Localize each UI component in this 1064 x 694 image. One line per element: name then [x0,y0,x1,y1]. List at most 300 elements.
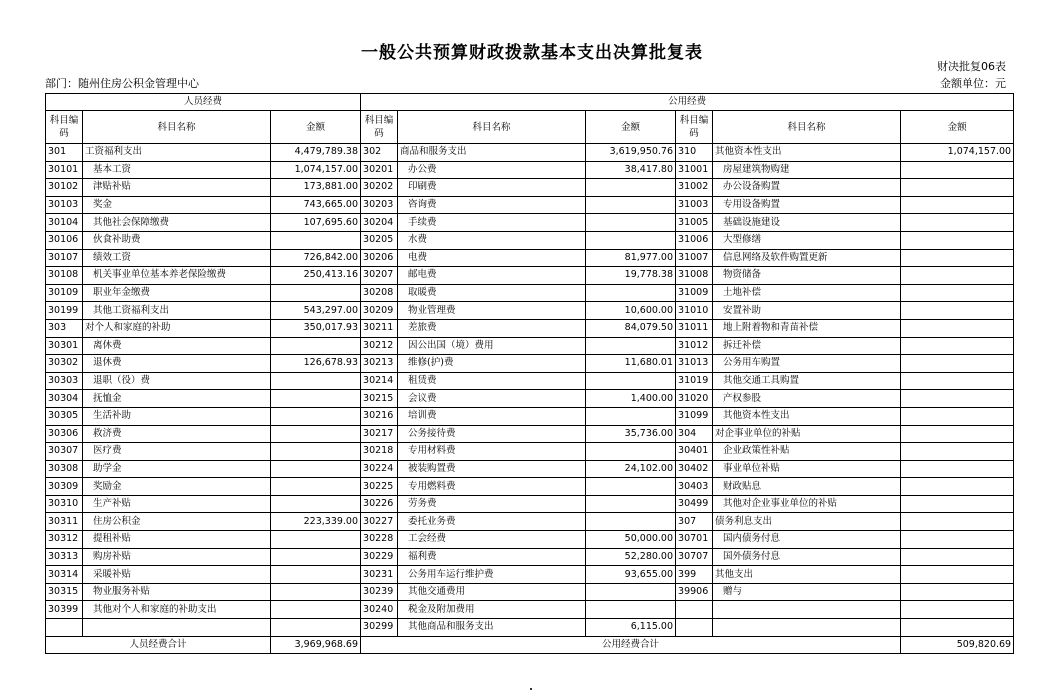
code-cell: 302 [361,144,398,162]
amount-cell: 126,678.93 [271,355,361,373]
code-cell: 30217 [361,425,398,443]
amount-cell [901,407,1014,425]
name-cell: 对企事业单位的补贴 [713,425,901,443]
table-row [46,443,1014,461]
amount-cell: 1,074,157.00 [271,161,361,179]
personnel-total-amount: 3,969,968.69 [271,636,361,654]
code-cell: 31003 [676,196,713,214]
code-cell: 307 [676,513,713,531]
code-cell: 30313 [46,548,83,566]
table-row [46,390,1014,408]
name-cell: 差旅费 [398,319,586,337]
name-cell: 其他商品和服务支出 [398,619,586,637]
code-cell: 30231 [361,566,398,584]
code-cell: 30309 [46,478,83,496]
code-cell: 30707 [676,548,713,566]
name-cell: 土地补偿 [713,284,901,302]
code-cell: 30306 [46,425,83,443]
amount-cell [271,390,361,408]
name-cell: 工会经费 [398,531,586,549]
amount-cell [586,196,676,214]
name-cell: 劳务费 [398,495,586,513]
code-header: 科目编码 [361,111,398,144]
code-cell: 30201 [361,161,398,179]
name-cell: 产权参股 [713,390,901,408]
amount-cell: 19,778.38 [586,267,676,285]
code-cell: 30199 [46,302,83,320]
amount-cell [271,284,361,302]
amount-cell [271,407,361,425]
form-number: 财决批复06表 [937,60,1006,73]
name-cell: 其他交通费用 [398,583,586,601]
amount-cell [586,179,676,197]
name-cell [713,601,901,619]
name-cell: 取暖费 [398,284,586,302]
code-cell: 30305 [46,407,83,425]
name-cell: 其他对个人和家庭的补助支出 [83,601,271,619]
name-cell: 培训费 [398,407,586,425]
amount-cell [271,619,361,637]
name-cell: 离休费 [83,337,271,355]
amount-cell [271,460,361,478]
name-header: 科目名称 [398,111,586,144]
amount-cell [901,249,1014,267]
amount-cell [901,372,1014,390]
name-cell: 水费 [398,231,586,249]
amount-cell [271,443,361,461]
amount-cell [586,478,676,496]
table-row [46,302,1014,320]
name-cell: 津贴补贴 [83,179,271,197]
code-cell: 31005 [676,214,713,232]
amount-cell [901,214,1014,232]
name-cell: 奖励金 [83,478,271,496]
name-cell: 其他支出 [713,566,901,584]
name-cell: 其他社会保障缴费 [83,214,271,232]
name-cell [713,619,901,637]
table-row [46,619,1014,637]
personnel-total-label: 人员经费合计 [46,636,271,654]
amount-cell [271,531,361,549]
code-cell: 30203 [361,196,398,214]
amount-cell [901,425,1014,443]
code-cell: 30212 [361,337,398,355]
code-cell: 30107 [46,249,83,267]
table-row [46,531,1014,549]
table-row [46,566,1014,584]
name-cell: 债务利息支出 [713,513,901,531]
name-cell: 财政贴息 [713,478,901,496]
name-cell: 维修(护)费 [398,355,586,373]
code-cell: 30314 [46,566,83,584]
amount-cell [586,495,676,513]
amount-cell: 743,665.00 [271,196,361,214]
name-cell: 退职（役）费 [83,372,271,390]
name-header: 科目名称 [713,111,901,144]
code-cell [676,601,713,619]
name-cell: 信息网络及软件购置更新 [713,249,901,267]
name-cell: 公务用车运行维护费 [398,566,586,584]
table-row [46,267,1014,285]
amount-cell [586,443,676,461]
amount-cell [271,337,361,355]
code-cell: 303 [46,319,83,337]
amount-cell: 35,736.00 [586,425,676,443]
code-cell: 30499 [676,495,713,513]
name-cell: 提租补贴 [83,531,271,549]
code-cell: 30301 [46,337,83,355]
amount-cell [586,601,676,619]
column-header-row [46,111,1014,144]
amount-header: 金额 [271,111,361,144]
table-row [46,478,1014,496]
amount-cell [586,337,676,355]
code-cell: 399 [676,566,713,584]
totals-row [46,636,1014,654]
public-section-header: 公用经费 [361,94,1014,111]
code-cell: 30218 [361,443,398,461]
amount-cell [901,548,1014,566]
code-cell: 30304 [46,390,83,408]
code-cell: 31099 [676,407,713,425]
name-cell: 医疗费 [83,443,271,461]
code-cell: 31020 [676,390,713,408]
table-row [46,407,1014,425]
name-cell: 大型修缮 [713,231,901,249]
table-row [46,425,1014,443]
code-cell: 30315 [46,583,83,601]
amount-cell: 10,600.00 [586,302,676,320]
amount-cell [901,460,1014,478]
name-cell: 其他对企业事业单位的补贴 [713,495,901,513]
amount-cell [271,231,361,249]
name-cell: 其他工资福利支出 [83,302,271,320]
code-cell: 30102 [46,179,83,197]
table-row [46,144,1014,162]
table-row [46,284,1014,302]
code-cell: 30303 [46,372,83,390]
amount-cell: 6,115.00 [586,619,676,637]
name-cell: 其他交通工具购置 [713,372,901,390]
name-cell: 专用设备购置 [713,196,901,214]
amount-cell: 1,400.00 [586,390,676,408]
name-cell: 手续费 [398,214,586,232]
amount-cell: 93,655.00 [586,566,676,584]
name-cell: 工资福利支出 [83,144,271,162]
amount-cell [901,583,1014,601]
code-cell: 30302 [46,355,83,373]
amount-cell [901,319,1014,337]
name-cell: 咨询费 [398,196,586,214]
code-cell: 310 [676,144,713,162]
code-cell: 30215 [361,390,398,408]
name-cell: 其他资本性支出 [713,144,901,162]
code-cell: 31002 [676,179,713,197]
amount-cell [901,443,1014,461]
code-cell: 30227 [361,513,398,531]
amount-cell: 24,102.00 [586,460,676,478]
name-cell: 机关事业单位基本养老保险缴费 [83,267,271,285]
code-cell: 30103 [46,196,83,214]
amount-cell: 107,695.60 [271,214,361,232]
table-row [46,231,1014,249]
code-cell: 30307 [46,443,83,461]
code-cell: 30311 [46,513,83,531]
code-cell: 30213 [361,355,398,373]
stray-dot [530,688,532,690]
code-cell: 31007 [676,249,713,267]
amount-cell [901,355,1014,373]
amount-cell [271,495,361,513]
name-cell: 企业政策性补贴 [713,443,901,461]
amount-cell: 350,017.93 [271,319,361,337]
name-cell: 基础设施建设 [713,214,901,232]
name-cell: 购房补贴 [83,548,271,566]
amount-cell [271,478,361,496]
code-cell: 31001 [676,161,713,179]
name-cell: 抚恤金 [83,390,271,408]
amount-cell [901,390,1014,408]
name-cell: 物业管理费 [398,302,586,320]
name-cell: 基本工资 [83,161,271,179]
code-cell: 30224 [361,460,398,478]
code-cell: 30225 [361,478,398,496]
name-cell: 赠与 [713,583,901,601]
code-cell: 31010 [676,302,713,320]
code-cell: 30109 [46,284,83,302]
code-cell: 39906 [676,583,713,601]
code-cell: 31013 [676,355,713,373]
name-cell: 伙食补助费 [83,231,271,249]
code-cell: 30228 [361,531,398,549]
amount-cell [271,566,361,584]
name-cell: 公务用车购置 [713,355,901,373]
amount-cell [901,161,1014,179]
amount-cell [901,495,1014,513]
name-cell: 邮电费 [398,267,586,285]
code-cell: 30208 [361,284,398,302]
name-cell: 其他资本性支出 [713,407,901,425]
amount-cell [271,601,361,619]
section-header-row [46,94,1014,111]
personnel-section-header: 人员经费 [46,94,361,111]
amount-cell [901,566,1014,584]
code-cell: 31011 [676,319,713,337]
code-cell: 30211 [361,319,398,337]
name-cell: 职业年金缴费 [83,284,271,302]
amount-unit-label: 金额单位：元 [940,77,1006,90]
amount-cell [901,513,1014,531]
name-cell: 委托业务费 [398,513,586,531]
name-cell: 事业单位补贴 [713,460,901,478]
code-cell [46,619,83,637]
amount-cell [901,179,1014,197]
code-cell: 30299 [361,619,398,637]
code-header: 科目编码 [676,111,713,144]
amount-cell [901,337,1014,355]
amount-cell: 1,074,157.00 [901,144,1014,162]
amount-cell [901,284,1014,302]
code-cell: 30106 [46,231,83,249]
public-total-amount: 509,820.69 [901,636,1014,654]
amount-cell [586,372,676,390]
amount-cell [901,601,1014,619]
table-row [46,319,1014,337]
amount-cell: 4,479,789.38 [271,144,361,162]
code-cell: 31009 [676,284,713,302]
amount-cell [901,231,1014,249]
name-cell: 办公费 [398,161,586,179]
amount-cell: 223,339.00 [271,513,361,531]
name-cell: 福利费 [398,548,586,566]
name-cell: 地上附着物和青苗补偿 [713,319,901,337]
code-cell: 30209 [361,302,398,320]
table-row [46,513,1014,531]
amount-cell [586,231,676,249]
table-row [46,355,1014,373]
amount-cell [271,583,361,601]
code-cell: 30310 [46,495,83,513]
code-cell: 30229 [361,548,398,566]
name-cell: 退休费 [83,355,271,373]
amount-cell [586,284,676,302]
code-cell: 30108 [46,267,83,285]
name-cell: 拆迁补偿 [713,337,901,355]
table-row [46,548,1014,566]
amount-cell: 173,881.00 [271,179,361,197]
name-cell: 办公设备购置 [713,179,901,197]
name-cell: 国内债务付息 [713,531,901,549]
amount-cell [901,196,1014,214]
table-row [46,583,1014,601]
table-row [46,495,1014,513]
name-cell: 被装购置费 [398,460,586,478]
amount-header: 金额 [901,111,1014,144]
amount-cell [901,619,1014,637]
name-cell: 物资储备 [713,267,901,285]
code-cell: 31008 [676,267,713,285]
table-row [46,372,1014,390]
table-body [46,144,1014,637]
amount-cell: 726,842.00 [271,249,361,267]
code-cell: 31019 [676,372,713,390]
name-cell: 电费 [398,249,586,267]
name-cell: 生产补贴 [83,495,271,513]
code-cell: 30206 [361,249,398,267]
amount-cell: 543,297.00 [271,302,361,320]
amount-cell: 3,619,950.76 [586,144,676,162]
name-cell: 会议费 [398,390,586,408]
name-cell: 绩效工资 [83,249,271,267]
name-cell: 安置补助 [713,302,901,320]
table-row [46,337,1014,355]
code-cell: 30216 [361,407,398,425]
table-row [46,460,1014,478]
name-cell: 采暖补贴 [83,566,271,584]
name-cell: 物业服务补贴 [83,583,271,601]
amount-cell [586,214,676,232]
amount-cell [901,302,1014,320]
expenditure-table [45,93,1014,654]
amount-header: 金额 [586,111,676,144]
code-cell: 301 [46,144,83,162]
code-cell: 304 [676,425,713,443]
code-cell: 31012 [676,337,713,355]
code-cell: 30104 [46,214,83,232]
amount-cell: 84,079.50 [586,319,676,337]
code-cell: 30214 [361,372,398,390]
table-row [46,179,1014,197]
code-header: 科目编码 [46,111,83,144]
code-cell: 31006 [676,231,713,249]
name-cell: 专用材料费 [398,443,586,461]
amount-cell [586,407,676,425]
amount-cell: 38,417.80 [586,161,676,179]
amount-cell [901,531,1014,549]
code-cell: 30101 [46,161,83,179]
name-cell: 专用燃料费 [398,478,586,496]
amount-cell [901,267,1014,285]
code-cell [676,619,713,637]
amount-cell: 50,000.00 [586,531,676,549]
table-row [46,161,1014,179]
code-cell: 30204 [361,214,398,232]
department-label: 部门：随州住房公积金管理中心 [45,77,199,90]
amount-cell: 81,977.00 [586,249,676,267]
name-cell: 税金及附加费用 [398,601,586,619]
amount-cell: 250,413.16 [271,267,361,285]
name-cell: 印刷费 [398,179,586,197]
name-cell: 商品和服务支出 [398,144,586,162]
name-cell: 国外债务付息 [713,548,901,566]
code-cell: 30207 [361,267,398,285]
code-cell: 30205 [361,231,398,249]
name-cell [83,619,271,637]
table-row [46,214,1014,232]
code-cell: 30240 [361,601,398,619]
code-cell: 30402 [676,460,713,478]
table-row [46,601,1014,619]
code-cell: 30401 [676,443,713,461]
table-row [46,196,1014,214]
page-title: 一般公共预算财政拨款基本支出决算批复表 [361,43,703,63]
table-row [46,249,1014,267]
name-cell: 对个人和家庭的补助 [83,319,271,337]
name-cell: 租赁费 [398,372,586,390]
code-cell: 30701 [676,531,713,549]
code-cell: 30202 [361,179,398,197]
code-cell: 30308 [46,460,83,478]
code-cell: 30403 [676,478,713,496]
name-cell: 住房公积金 [83,513,271,531]
name-cell: 房屋建筑物购建 [713,161,901,179]
name-cell: 救济费 [83,425,271,443]
amount-cell [901,478,1014,496]
public-total-label: 公用经费合计 [361,636,901,654]
amount-cell [586,583,676,601]
code-cell: 30239 [361,583,398,601]
amount-cell [586,513,676,531]
name-cell: 生活补助 [83,407,271,425]
name-cell: 助学金 [83,460,271,478]
amount-cell [271,425,361,443]
code-cell: 30312 [46,531,83,549]
amount-cell: 11,680.01 [586,355,676,373]
amount-cell: 52,280.00 [586,548,676,566]
amount-cell [271,548,361,566]
name-cell: 公务接待费 [398,425,586,443]
amount-cell [271,372,361,390]
